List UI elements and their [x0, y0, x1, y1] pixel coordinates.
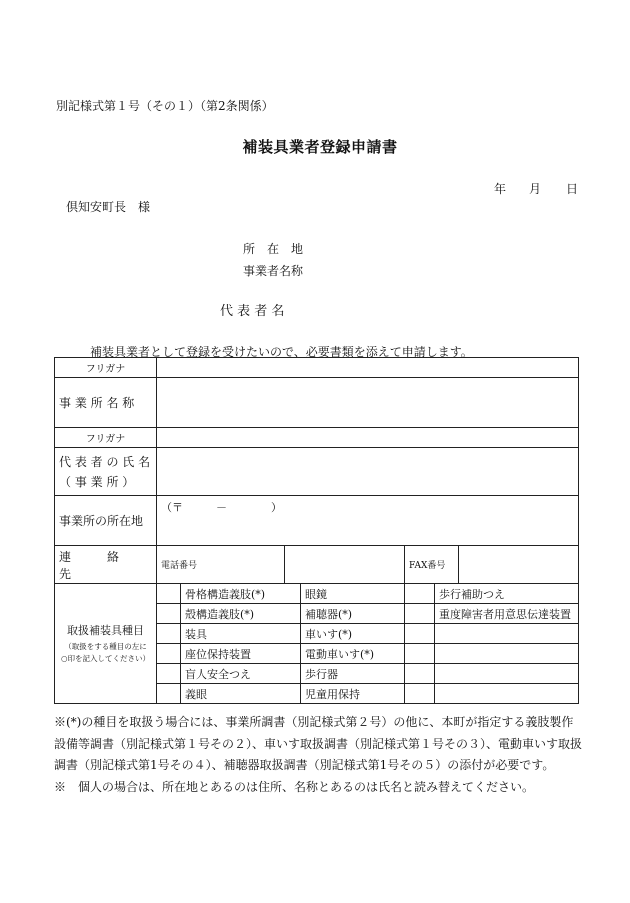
kind-checkbox[interactable] — [157, 584, 181, 604]
kind-checkbox[interactable] — [157, 624, 181, 644]
kind-label — [435, 684, 579, 704]
rep-name-row — [55, 448, 579, 496]
kind-checkbox[interactable] — [405, 584, 435, 604]
kind-label: 骨格構造義肢(*) — [181, 584, 301, 604]
kind-label: 車いす(*) — [301, 624, 405, 644]
office-address-row — [55, 496, 579, 546]
kind-label: 重度障害者用意思伝達装置 — [435, 604, 579, 624]
kind-label: 盲人安全つえ — [181, 664, 301, 684]
kind-row — [55, 584, 579, 604]
representative-label: 代 表 者 名 — [220, 304, 285, 319]
kind-label: 装具 — [181, 624, 301, 644]
category-note-1: （取扱をする種目の左に — [64, 642, 147, 651]
postal-code-label: （〒 － ） — [161, 501, 282, 514]
kind-checkbox[interactable] — [405, 604, 435, 624]
date-month: 月 — [529, 182, 542, 196]
kind-label: 歩行補助つえ — [435, 584, 579, 604]
rep-name-field[interactable] — [157, 448, 579, 496]
fax-field[interactable] — [459, 546, 579, 584]
form-number: 別記様式第１号（その１）（第2条関係） — [56, 99, 274, 113]
date-day: 日 — [566, 182, 579, 196]
company-name-label: 事業者名称 — [243, 264, 304, 278]
page-title: 補装具業者登録申請書 — [242, 138, 398, 156]
contact-row — [55, 546, 579, 584]
kind-label: 補聴器(*) — [301, 604, 405, 624]
kind-label: 電動車いす(*) — [301, 644, 405, 664]
kind-label: 歩行器 — [301, 664, 405, 684]
kind-checkbox[interactable] — [157, 604, 181, 624]
date-year: 年 — [494, 182, 507, 196]
kind-label — [435, 664, 579, 684]
category-title: 取扱補装具種目 — [67, 624, 144, 637]
kind-checkbox[interactable] — [405, 684, 435, 704]
rep-name-line1: 代 表 者 の 氏 名 — [59, 454, 151, 469]
furigana-label: フリガナ — [55, 428, 157, 448]
office-address-field[interactable] — [157, 496, 579, 546]
office-name-row — [55, 378, 579, 428]
kind-label: 児童用保持 — [301, 684, 405, 704]
kind-label: 座位保持装置 — [181, 644, 301, 664]
kind-label: 殻構造義肢(*) — [181, 604, 301, 624]
kind-checkbox[interactable] — [405, 624, 435, 644]
kind-label — [435, 644, 579, 664]
category-note-2: ○印を記入してください） — [60, 654, 151, 663]
furigana-row-2 — [55, 428, 579, 448]
intro-text: 補装具業者として登録を受けたいので、必要書類を添えて申請します。 — [90, 345, 473, 359]
kind-checkbox[interactable] — [157, 644, 181, 664]
addressee: 倶知安町長 様 — [66, 200, 151, 214]
contact-label: 連 絡 先 — [55, 546, 157, 584]
kind-label: 眼鏡 — [301, 584, 405, 604]
category-cell — [55, 584, 157, 704]
office-name-label: 事 業 所 名 称 — [55, 378, 157, 428]
kind-label: 義眼 — [181, 684, 301, 704]
furigana-rep-field[interactable] — [157, 428, 579, 448]
office-name-field[interactable] — [157, 378, 579, 428]
rep-name-label — [55, 448, 157, 496]
furigana-row-1 — [55, 358, 579, 378]
phone-label: 電話番号 — [157, 546, 285, 584]
furigana-office-field[interactable] — [157, 358, 579, 378]
fax-label: FAX番号 — [405, 546, 459, 584]
address-label: 所 在 地 — [243, 242, 304, 256]
kind-checkbox[interactable] — [157, 684, 181, 704]
note-2: ※ 個人の場合は、所在地とあるのは住所、名称とあるのは氏名と読み替えてください。 — [54, 779, 535, 794]
note-1: ※(*)の種目を取扱う場合には、事業所調書（別記様式第２号）の他に、本町が指定する義肢製作設備等調書（別記様式第１号その２）、車いす取扱調書（別記様式第１号その３）、電動車いす取扱調書（別記様式第1号その４）、補聴器取扱調書（別記様式第1号その５）の添付が必要です。 — [54, 715, 583, 772]
kind-label — [435, 624, 579, 644]
kind-checkbox[interactable] — [405, 664, 435, 684]
kind-checkbox[interactable] — [157, 664, 181, 684]
rep-name-line2: （ 事 業 所 ） — [59, 474, 135, 489]
kind-checkbox[interactable] — [405, 644, 435, 664]
notes — [54, 712, 582, 798]
phone-field[interactable] — [285, 546, 405, 584]
office-address-label: 事業所の所在地 — [55, 496, 157, 546]
furigana-label: フリガナ — [55, 358, 157, 378]
application-form-table — [54, 357, 579, 704]
